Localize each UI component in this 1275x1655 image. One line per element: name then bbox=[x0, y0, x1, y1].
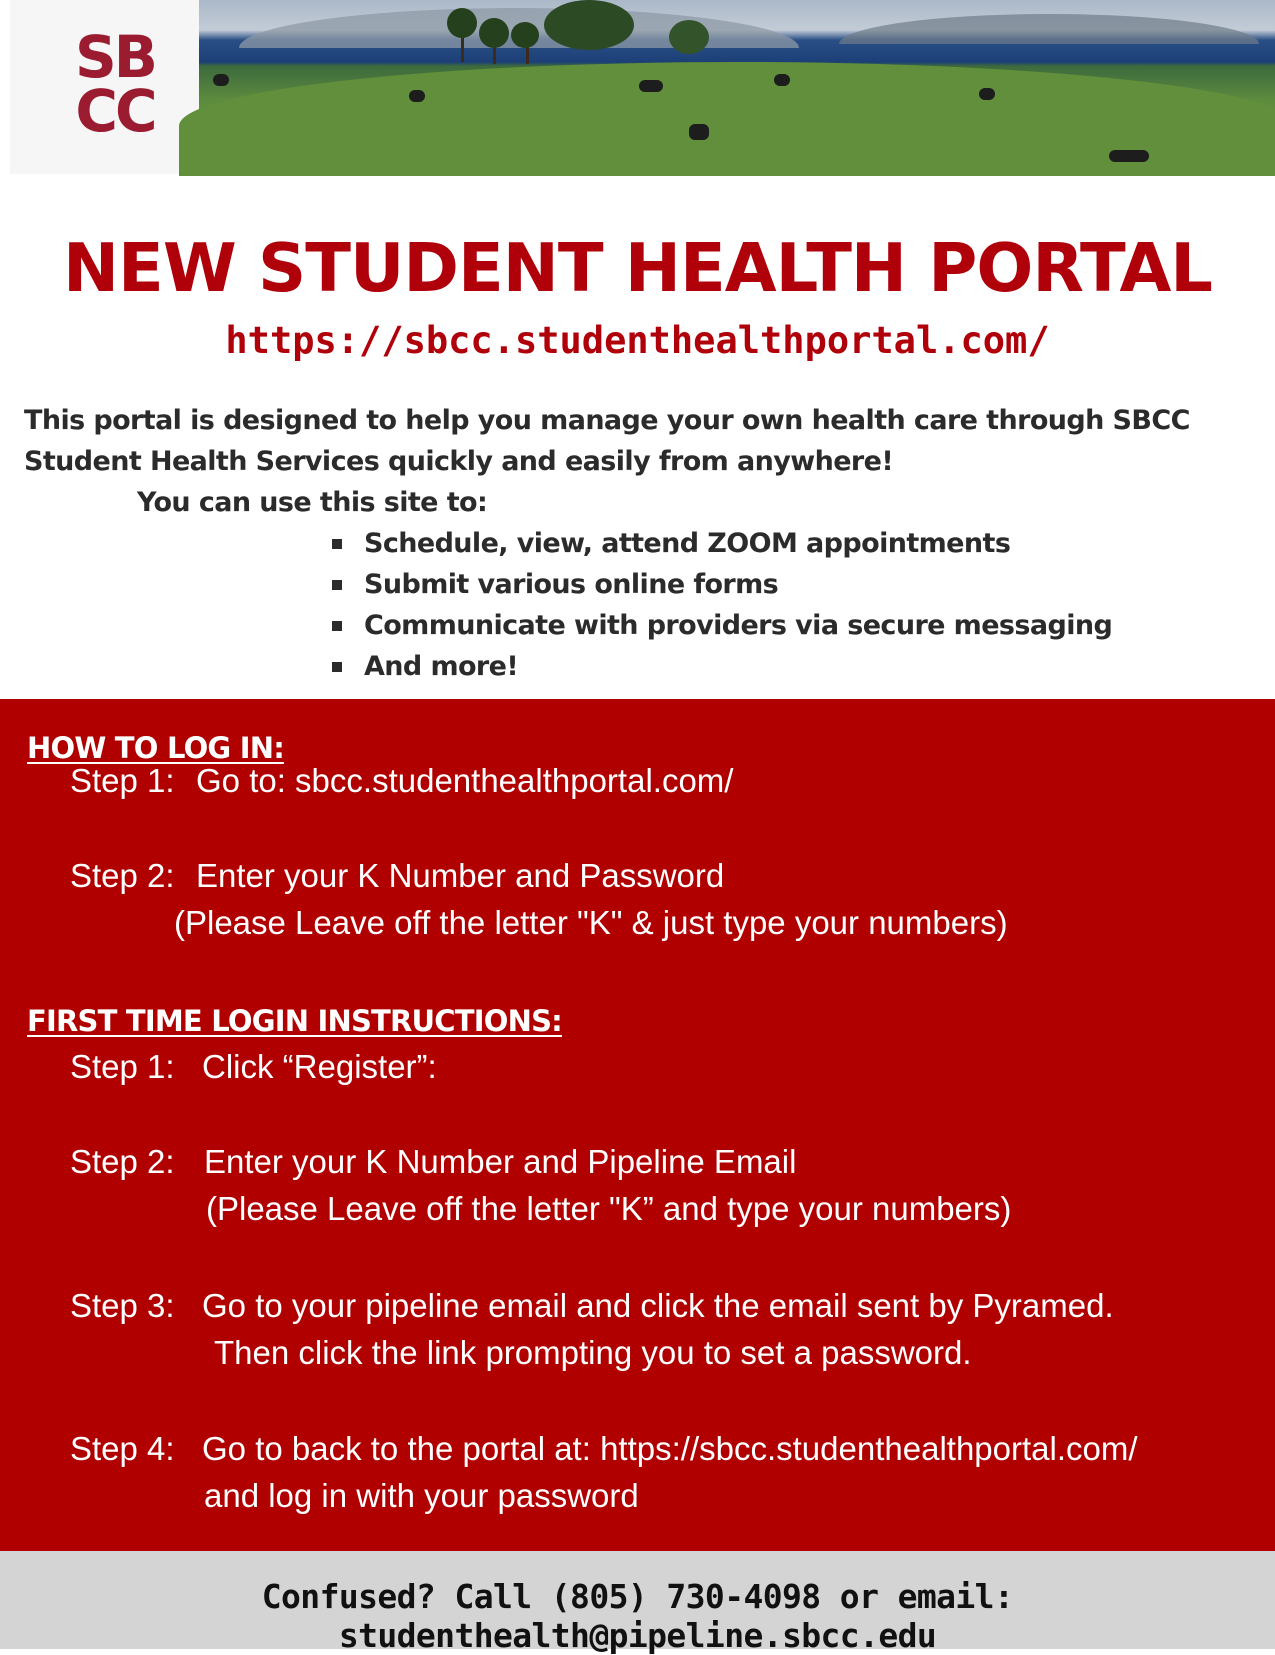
portal-url[interactable]: https://sbcc.studenthealthportal.com/ bbox=[225, 319, 1050, 362]
step-text: Enter your K Number and Password bbox=[196, 857, 725, 894]
step-text: Go to: sbcc.studenthealthportal.com/ bbox=[196, 762, 734, 799]
step-subtext: (Please Leave off the letter "K” and type your numbers) bbox=[206, 1190, 1012, 1227]
step-label: Step 1: bbox=[70, 1048, 175, 1085]
intro-line-2: Student Health Services quickly and easily from anywhere! bbox=[24, 446, 894, 477]
mountain-shape bbox=[839, 14, 1259, 44]
step-text: Go to back to the portal at: https://sbcc.studenthealthportal.com/ bbox=[202, 1430, 1138, 1467]
intro-paragraph bbox=[24, 400, 1244, 482]
palm-tree bbox=[447, 8, 477, 38]
step-label: Step 2: bbox=[70, 857, 175, 894]
step-label: Step 4: bbox=[70, 1430, 175, 1467]
login-step-2 bbox=[70, 852, 1008, 946]
step-text: Go to your pipeline email and click the email sent by Pyramed. bbox=[202, 1287, 1114, 1324]
logo-line-2: CC bbox=[75, 77, 155, 145]
can-use-label: You can use this site to: bbox=[137, 487, 488, 518]
instructions-section bbox=[0, 699, 1275, 1551]
first-time-heading: FIRST TIME LOGIN INSTRUCTIONS: bbox=[27, 1004, 562, 1038]
intro-line-1: This portal is designed to help you manage your own health care through SBCC bbox=[24, 405, 1190, 436]
tree bbox=[544, 0, 634, 50]
step-subtext: and log in with your password bbox=[204, 1477, 639, 1514]
palm-tree bbox=[479, 18, 509, 48]
list-item: Submit various online forms bbox=[332, 564, 1112, 605]
step-subtext: Then click the link prompting you to set a password. bbox=[214, 1334, 972, 1371]
step-label: Step 2: bbox=[70, 1143, 175, 1180]
sbcc-logo bbox=[10, 0, 199, 174]
page-title: NEW STUDENT HEALTH PORTAL bbox=[62, 229, 1212, 307]
feature-list bbox=[332, 523, 1112, 687]
person-figure bbox=[639, 80, 663, 92]
step-label: Step 1: bbox=[70, 762, 175, 799]
person-figure bbox=[774, 74, 790, 86]
how-to-login-heading: HOW TO LOG IN: bbox=[27, 731, 284, 765]
login-step-1 bbox=[70, 757, 733, 804]
person-figure bbox=[409, 90, 425, 102]
logo-text bbox=[50, 23, 180, 145]
tree bbox=[669, 20, 709, 54]
person-figure bbox=[689, 124, 709, 140]
step-text: Click “Register”: bbox=[202, 1048, 437, 1085]
palm-tree bbox=[511, 22, 539, 48]
list-item: Communicate with providers via secure messaging bbox=[332, 605, 1112, 646]
logo-line-1: SB bbox=[75, 23, 155, 91]
first-step-1 bbox=[70, 1043, 437, 1090]
list-item: Schedule, view, attend ZOOM appointments bbox=[332, 523, 1112, 564]
header-banner bbox=[0, 0, 1275, 176]
first-step-2 bbox=[70, 1138, 1011, 1232]
list-item: And more! bbox=[332, 646, 1112, 687]
person-figure bbox=[213, 74, 229, 86]
first-step-3 bbox=[70, 1282, 1114, 1376]
person-figure bbox=[979, 88, 995, 100]
step-label: Step 3: bbox=[70, 1287, 175, 1324]
step-subtext: (Please Leave off the letter "K" & just type your numbers) bbox=[174, 904, 1008, 941]
campus-photo bbox=[199, 0, 1275, 176]
contact-text: Confused? Call (805) 730-4098 or email: studenthealth@pipeline.sbcc.edu bbox=[261, 1577, 1014, 1655]
contact-footer bbox=[0, 1551, 1275, 1655]
step-text: Enter your K Number and Pipeline Email bbox=[204, 1143, 797, 1180]
person-figure bbox=[1109, 150, 1149, 162]
first-step-4 bbox=[70, 1425, 1138, 1519]
